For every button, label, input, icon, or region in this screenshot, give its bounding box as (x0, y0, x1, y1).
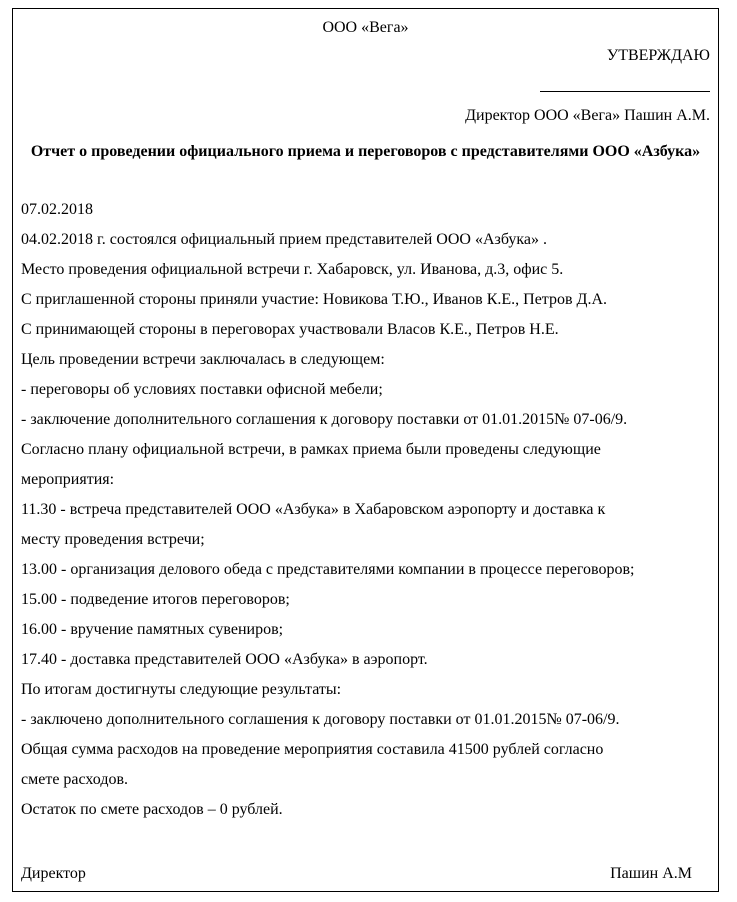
company-name: ООО «Вега» (322, 19, 409, 36)
body-line: смете расходов. (21, 771, 129, 788)
body-line: месту проведения встречи; (21, 531, 205, 548)
body-line: мероприятия: (21, 471, 115, 488)
report-title: Отчет о проведении официального приема и переговоров с представителями ООО «Азбука» (30, 143, 701, 160)
body-line: С принимающей стороны в переговорах участвовали Власов К.Е., Петров Н.Е. (21, 321, 559, 338)
footer-signatory: Пашин А.М (610, 865, 692, 882)
body-line: 16.00 - вручение памятных сувениров; (21, 621, 284, 638)
body-line: 04.02.2018 г. состоялся официальный прием представителей ООО «Азбука» . (21, 231, 547, 248)
report-date: 07.02.2018 (21, 201, 93, 218)
body-line: 15.00 - подведение итогов переговоров; (21, 591, 290, 608)
report-body (21, 195, 710, 825)
body-line: 13.00 - организация делового обеда с представителями компании в процессе переговоров; (21, 561, 635, 578)
body-line: Согласно плану официальной встречи, в рамках приема были проведены следующие (21, 441, 601, 458)
body-line: 11.30 - встреча представителей ООО «Азбука» в Хабаровском аэропорту и доставка к (21, 501, 606, 518)
body-line: Цель проведении встречи заключалась в следующем: (21, 351, 385, 368)
body-line: - заключено дополнительного соглашения к договору поставки от 01.01.2015№ 07-06/9. (21, 711, 620, 728)
body-line: - переговоры об условиях поставки офисной мебели; (21, 381, 383, 398)
signature-line (540, 91, 710, 92)
body-line: Общая сумма расходов на проведение мероприятия составила 41500 рублей согласно (21, 741, 604, 758)
body-line: С приглашенной стороны приняли участие: Новикова Т.Ю., Иванов К.Е., Петров Д.А. (21, 291, 608, 308)
body-line: Место проведения официальной встречи г. Хабаровск, ул. Иванова, д.3, офис 5. (21, 261, 564, 278)
body-line: - заключение дополнительного соглашения к договору поставки от 01.01.2015№ 07-06/9. (21, 411, 628, 428)
footer-position: Директор (21, 865, 86, 882)
body-line: 17.40 - доставка представителей ООО «Азбука» в аэропорт. (21, 651, 428, 668)
director-approval: Директор ООО «Вега» Пашин А.М. (465, 107, 710, 124)
body-line: По итогам достигнуты следующие результаты: (21, 681, 342, 698)
document-page (12, 8, 719, 892)
body-line: Остаток по смете расходов – 0 рублей. (21, 801, 283, 818)
approve-heading: УТВЕРЖДАЮ (606, 47, 710, 64)
